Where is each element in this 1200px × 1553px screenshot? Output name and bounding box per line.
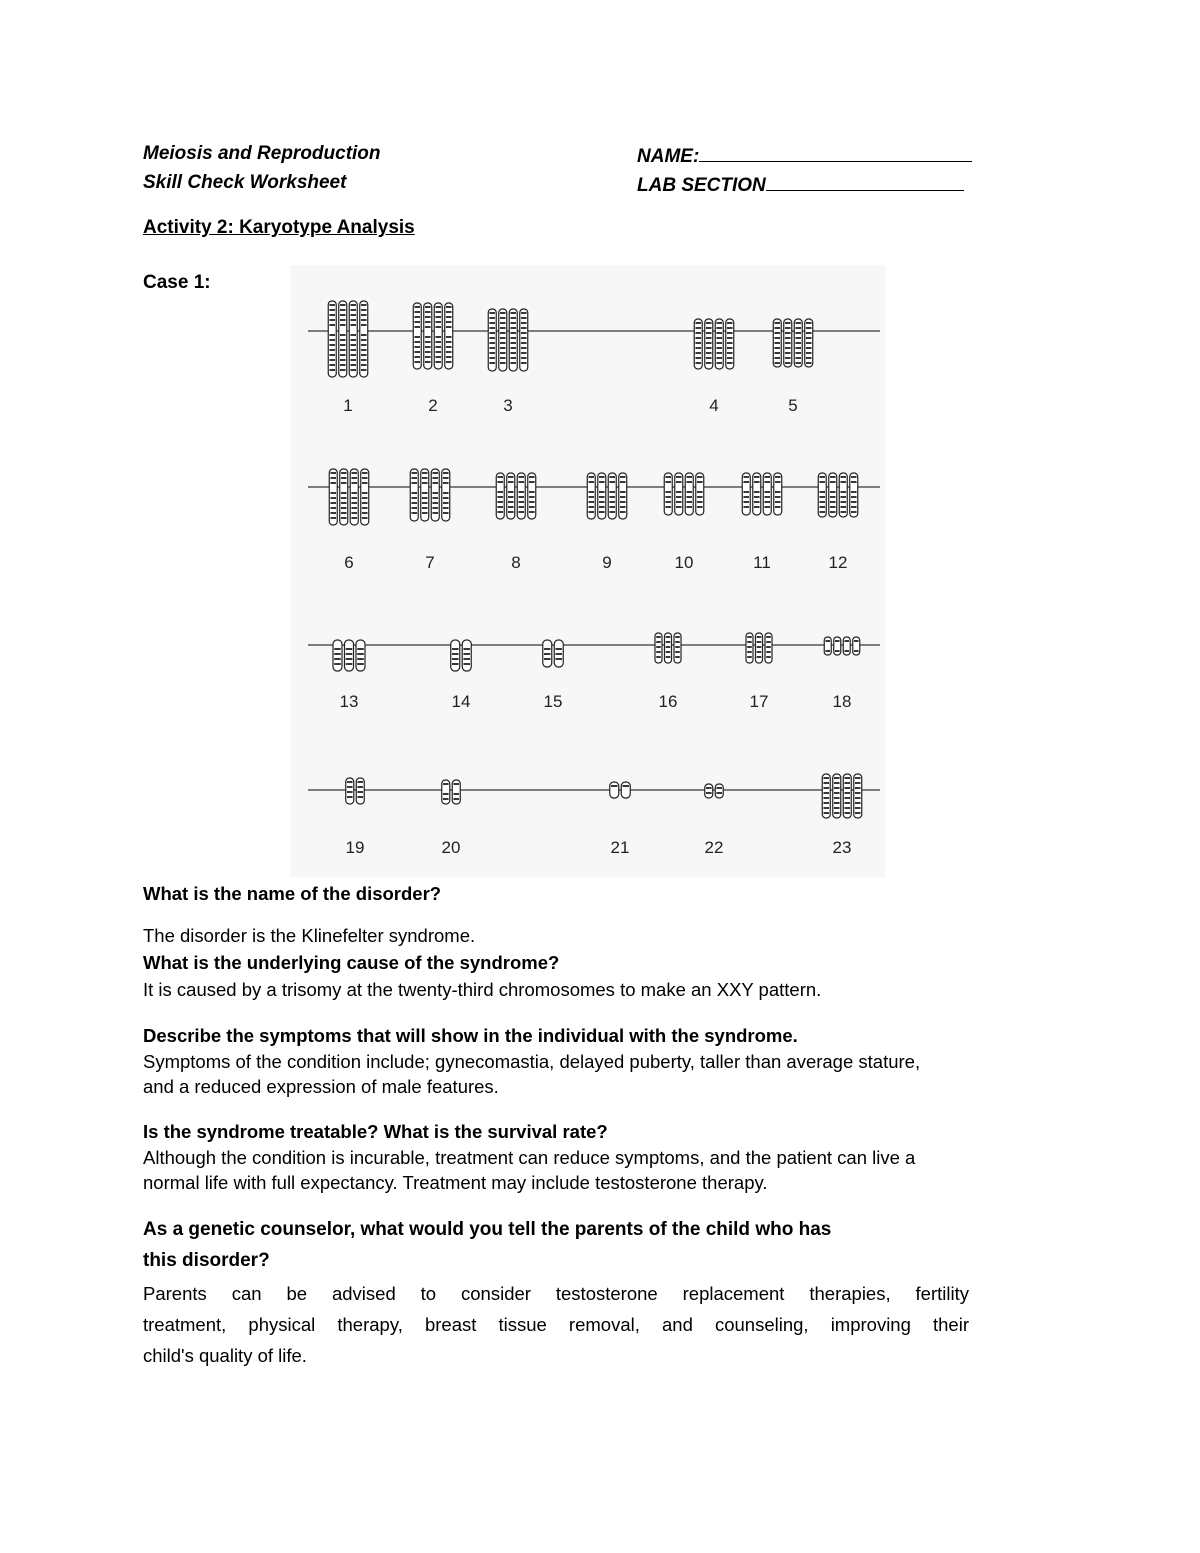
chromosome-number-label: 1 [343, 396, 353, 415]
chromosome-number-label: 18 [832, 692, 852, 711]
chromosome [664, 473, 672, 515]
name-label: NAME: [637, 146, 700, 167]
chromosome [774, 473, 782, 515]
chromosome [705, 784, 713, 798]
question-symptoms: Describe the symptoms that will show in the individual with the syndrome. [143, 1025, 798, 1046]
karyotype-row-4 [308, 774, 880, 857]
chromosome [753, 473, 761, 515]
chromosome [610, 782, 619, 798]
chromosome [705, 319, 713, 369]
chromosome-number-label: 15 [543, 692, 563, 711]
lab-section-label: LAB SECTION [637, 175, 766, 196]
chromosome [356, 640, 365, 671]
chromosome [763, 473, 771, 515]
answer-counselor-line-1: Parents can be advised to consider testosterone replacement therapies, fertility [143, 1283, 969, 1304]
chromosome [726, 319, 734, 369]
chromosome-number-label: 2 [428, 396, 438, 415]
chromosome-number-label: 20 [441, 838, 461, 857]
answer-counselor-line-2: treatment, physical therapy, breast tissue removal, and counseling, improving their [143, 1314, 969, 1335]
chromosome-number-label: 16 [658, 692, 678, 711]
chromosome [833, 774, 841, 818]
chromosome [742, 473, 750, 515]
chromosome [694, 319, 702, 369]
chromosome-number-label: 11 [753, 553, 771, 572]
chromosome [850, 473, 858, 517]
chromosome-number-label: 4 [709, 396, 719, 415]
chromosome-number-label: 7 [425, 553, 435, 572]
answer-counselor-line-3: child's quality of life. [143, 1345, 307, 1366]
worksheet-title: Skill Check Worksheet [143, 172, 347, 193]
course-title: Meiosis and Reproduction [143, 143, 381, 164]
chromosome-number-label: 23 [832, 838, 852, 857]
chromosome [696, 473, 704, 515]
chromosome [621, 782, 630, 798]
chromosome-number-label: 13 [339, 692, 359, 711]
karyotype-diagram [290, 265, 885, 877]
chromosome-number-label: 19 [345, 838, 365, 857]
answer-treatable-line-1: Although the condition is incurable, treatment can reduce symptoms, and the patient can live a [143, 1147, 916, 1168]
chromosome-number-label: 22 [704, 838, 724, 857]
answer-symptoms-line-2: and a reduced expression of male features. [143, 1076, 499, 1097]
chromosome [854, 774, 862, 818]
chromosome-number-label: 12 [828, 553, 848, 572]
karyotype-row-2 [308, 469, 880, 572]
chromosome [822, 774, 830, 818]
name-blank[interactable] [699, 143, 972, 162]
question-underlying-cause: What is the underlying cause of the syndrome? [143, 952, 560, 973]
chromosome-number-label: 8 [511, 553, 521, 572]
chromosome-number-label: 21 [610, 838, 630, 857]
chromosome-number-label: 6 [344, 553, 354, 572]
chromosome [843, 774, 851, 818]
chromosome [715, 784, 723, 798]
chromosome-number-label: 9 [602, 553, 612, 572]
chromosome-number-label: 10 [674, 553, 694, 572]
lab-section-blank[interactable] [766, 172, 964, 191]
chromosome-number-label: 5 [788, 396, 798, 415]
lab-section-field [637, 172, 964, 197]
chromosome [824, 637, 831, 655]
chromosome [829, 473, 837, 517]
chromosome [818, 473, 826, 517]
question-counselor-line-1: As a genetic counselor, what would you tell the parents of the child who has [143, 1219, 832, 1240]
chromosome [333, 640, 342, 671]
chromosome [715, 319, 723, 369]
answer-disorder-name: The disorder is the Klinefelter syndrome. [143, 925, 476, 946]
chromosome [685, 473, 693, 515]
chromosome [462, 640, 471, 671]
chromosome [451, 640, 460, 671]
answer-underlying-cause: It is caused by a trisomy at the twenty-third chromosomes to make an XXY pattern. [143, 979, 822, 1000]
chromosome-number-label: 14 [451, 692, 471, 711]
chromosome [345, 640, 354, 671]
answer-treatable-line-2: normal life with full expectancy. Treatment may include testosterone therapy. [143, 1172, 768, 1193]
karyotype-row-3 [308, 633, 880, 711]
chromosome [839, 473, 847, 517]
karyotype-image [290, 265, 885, 877]
chromosome-number-label: 3 [503, 396, 513, 415]
case-label: Case 1: [143, 272, 211, 293]
karyotype-row-1 [308, 301, 880, 415]
chromosome [675, 473, 683, 515]
chromosome-number-label: 17 [749, 692, 769, 711]
chromosome [853, 637, 860, 655]
answer-symptoms-line-1: Symptoms of the condition include; gynecomastia, delayed puberty, taller than average stature, [143, 1051, 921, 1072]
activity-title: Activity 2: Karyotype Analysis [143, 217, 415, 238]
question-counselor-line-2: this disorder? [143, 1250, 270, 1271]
chromosome [834, 637, 841, 655]
question-disorder-name: What is the name of the disorder? [143, 883, 442, 904]
chromosome [843, 637, 850, 655]
question-treatable: Is the syndrome treatable? What is the survival rate? [143, 1121, 608, 1142]
name-field [637, 143, 972, 168]
